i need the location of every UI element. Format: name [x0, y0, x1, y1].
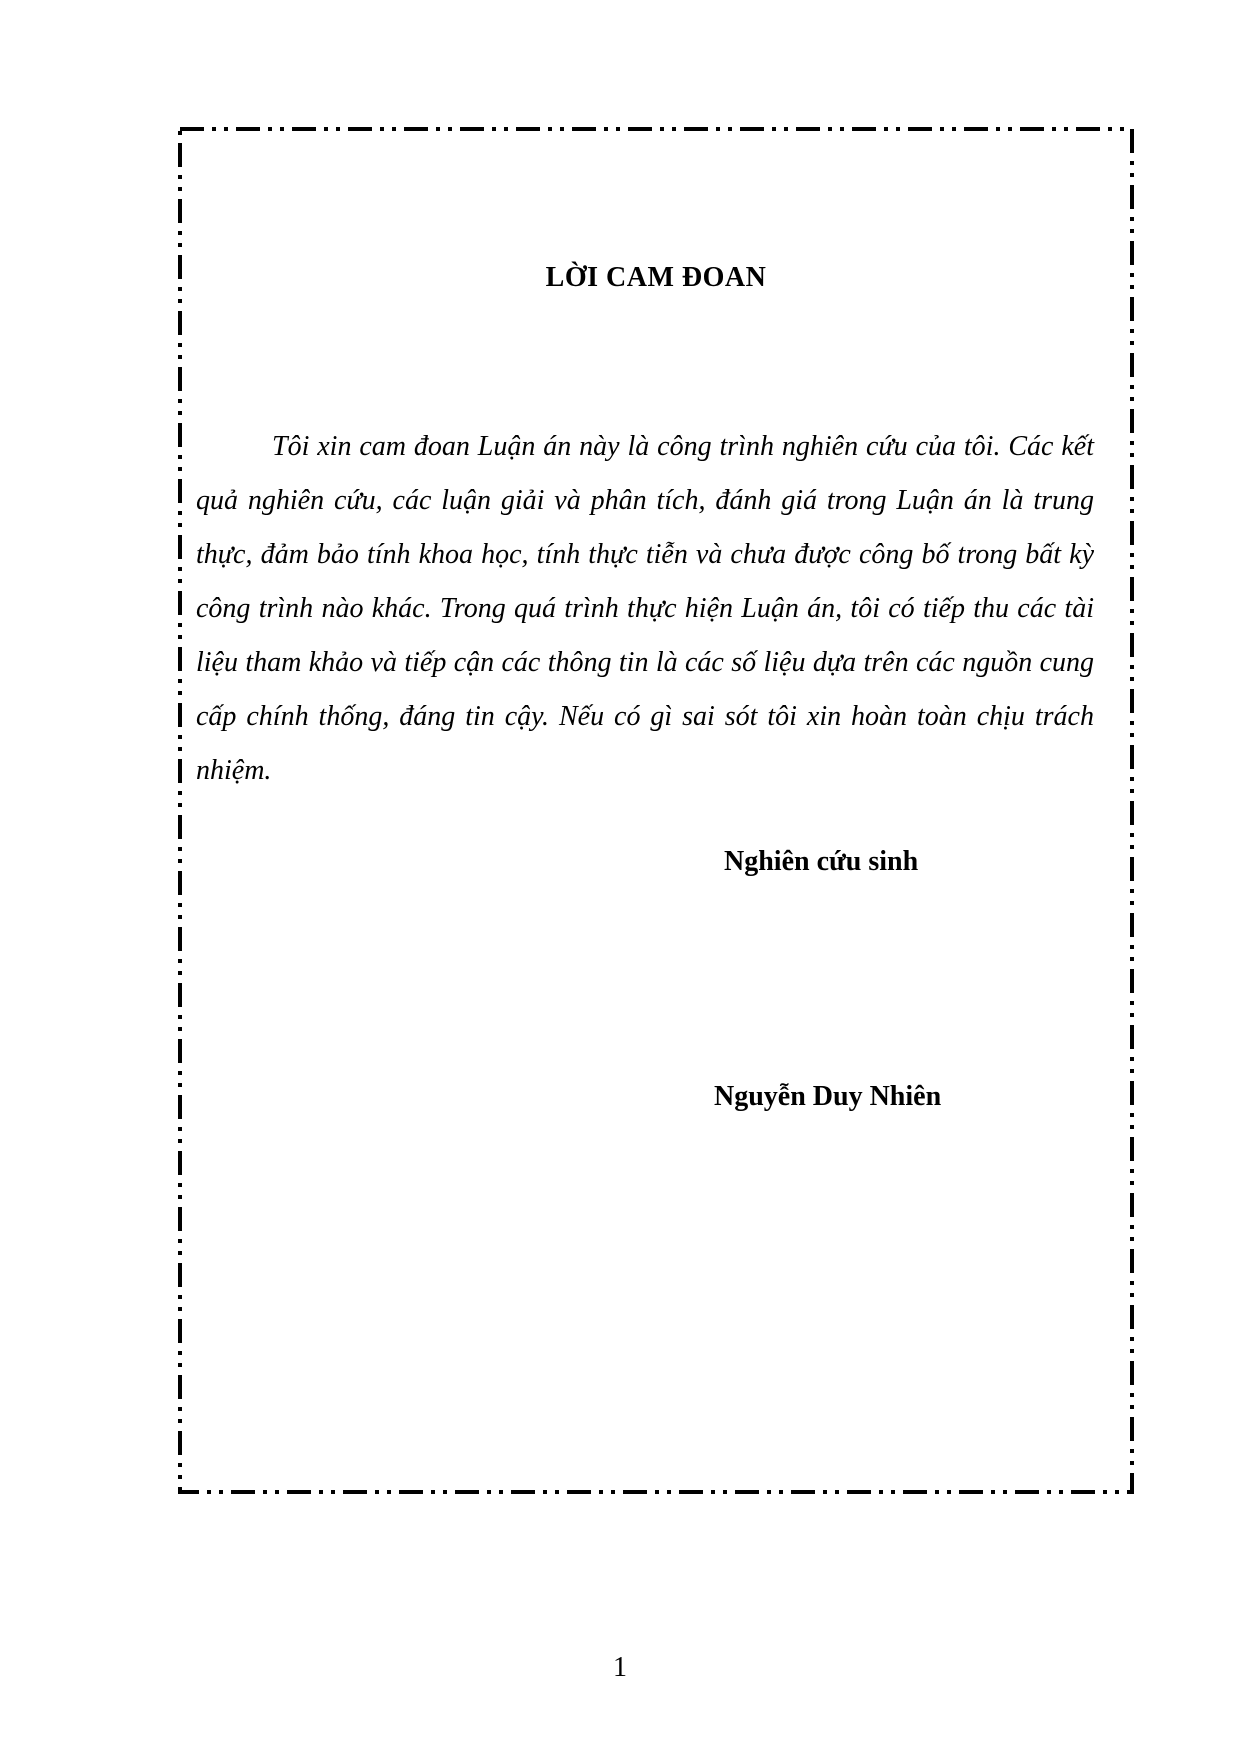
page-border-frame: [178, 127, 1134, 1494]
signature-name: Nguyễn Duy Nhiên: [714, 1081, 942, 1112]
page-number: 1: [613, 1652, 627, 1683]
page-title: LỜI CAM ĐOAN: [545, 262, 767, 293]
dash-dot-border: [178, 127, 1134, 1494]
declaration-paragraph: Tôi xin cam đoan Luận án này là công trình nghiên cứu của tôi. Các kết quả nghiên cứu, các luận giải và phân tích, đánh giá trong Luận án là trung thực, đảm bảo tính khoa học, tính thực tiễn và chưa được công bố trong bất kỳ công trình nào khác. Trong quá trình thực hiện Luận án, tôi có tiếp thu các tài liệu tham khảo và tiếp cận các thông tin là các số liệu dựa trên các nguồn cung cấp chính thống, đáng tin cậy. Nếu có gì sai sót tôi xin hoàn toàn chịu trách nhiệm.: [196, 431, 1094, 786]
signature-role: Nghiên cứu sinh: [724, 846, 919, 877]
